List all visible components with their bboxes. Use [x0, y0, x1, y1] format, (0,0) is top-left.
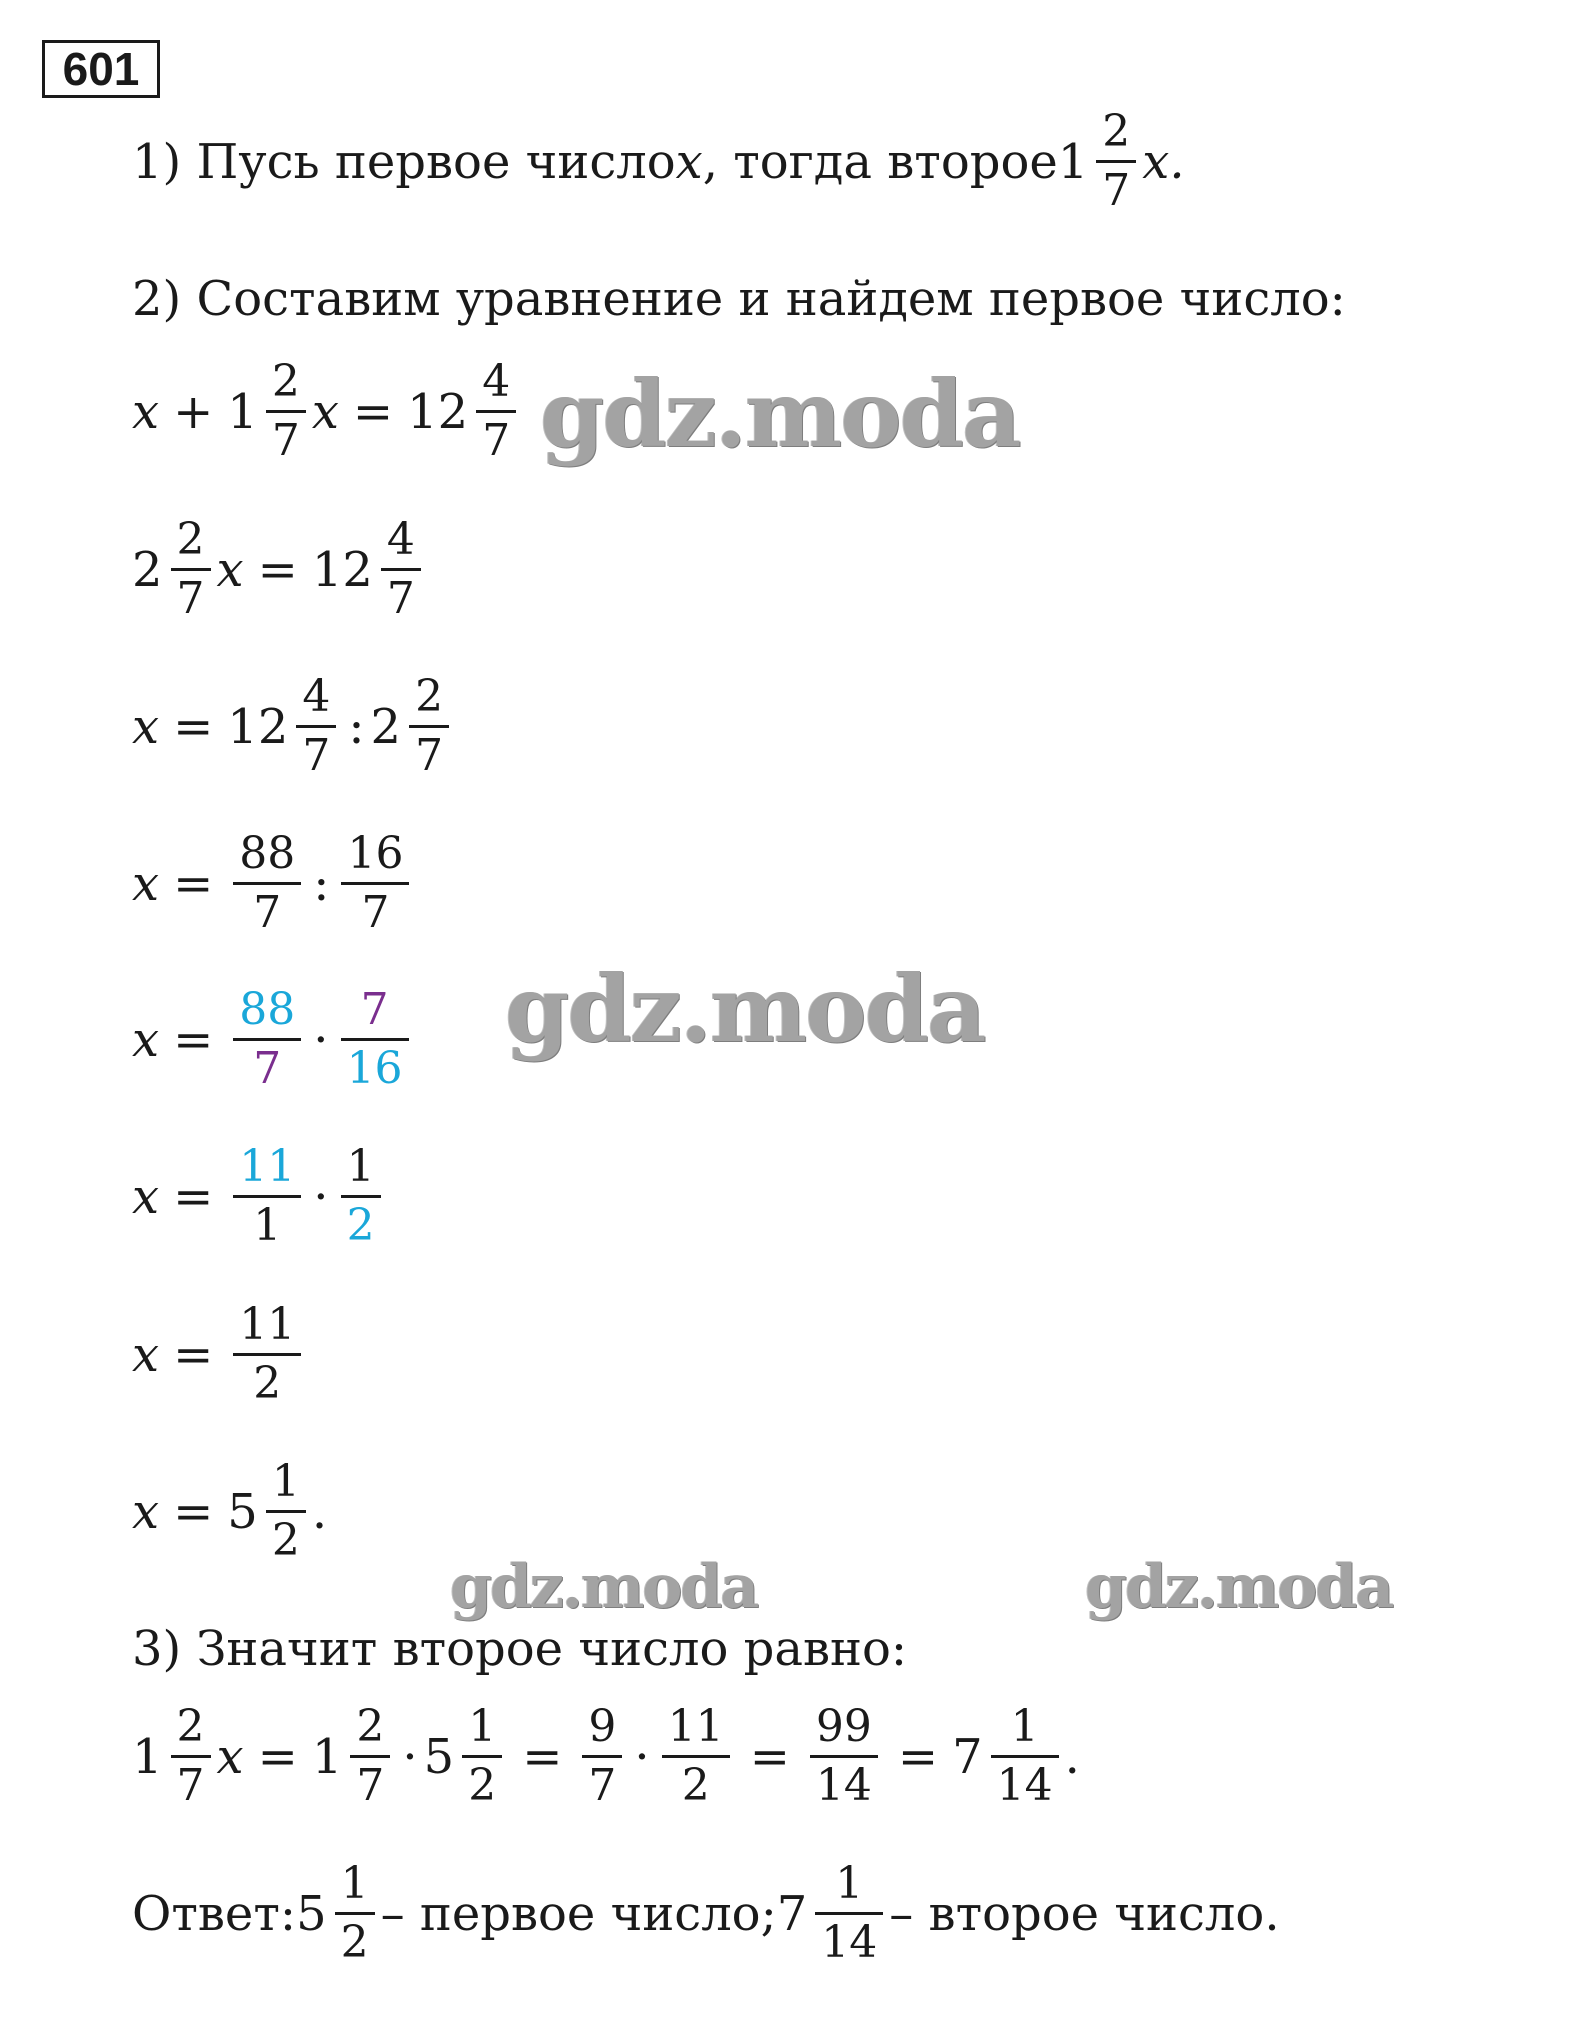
fraction-denominator: 2 — [271, 1515, 300, 1566]
fraction — [462, 1701, 502, 1811]
fraction — [335, 1858, 375, 1968]
variable: x — [216, 541, 244, 598]
math-token: – второе число. — [889, 1885, 1280, 1942]
math-token: 5 — [227, 1483, 258, 1540]
math-token: 5 — [423, 1728, 455, 1785]
fraction-numerator: 1 — [1010, 1701, 1039, 1752]
task-number-box — [42, 40, 160, 98]
operator: = — [173, 1168, 214, 1225]
fraction-numerator: 11 — [239, 1299, 296, 1350]
variable: x — [216, 1728, 244, 1785]
fraction-denominator: 16 — [346, 1043, 403, 1094]
fraction-denominator: 7 — [1102, 165, 1131, 216]
math-token: 12 — [227, 698, 289, 755]
math-token: 1 — [132, 1728, 163, 1785]
fraction — [350, 1701, 390, 1811]
fraction-numerator: 1 — [346, 1141, 375, 1192]
fraction-denominator: 7 — [356, 1760, 385, 1811]
fraction-denominator: 2 — [681, 1760, 710, 1811]
watermark-2: gdz.moda — [505, 955, 985, 1063]
fraction-numerator: 1 — [271, 1456, 300, 1507]
operator: = — [173, 698, 214, 755]
math-token: 2 — [370, 698, 402, 755]
fraction-denominator: 7 — [482, 415, 511, 466]
variable: x — [132, 383, 160, 440]
step1-text: 1) Пусь первое число — [132, 133, 676, 190]
variable: x — [132, 698, 160, 755]
fraction-denominator: 1 — [253, 1200, 282, 1251]
fraction-denominator: 7 — [253, 887, 282, 938]
operator: = — [352, 383, 394, 440]
operator: = — [173, 1483, 214, 1540]
equation-4 — [132, 828, 415, 938]
operator: + — [173, 383, 214, 440]
fraction-numerator: 2 — [415, 671, 444, 722]
variable: x — [132, 1168, 160, 1225]
fraction-numerator: 11 — [667, 1701, 724, 1752]
fraction — [171, 514, 211, 624]
step2-text: 2) Составим уравнение и найдем первое число: — [132, 271, 1346, 327]
operator: · — [402, 1728, 418, 1785]
fraction-denominator: 7 — [176, 573, 205, 624]
task-number: 601 — [62, 43, 140, 95]
fraction-numerator: 2 — [271, 356, 300, 407]
variable: x — [132, 1483, 160, 1540]
fraction — [582, 1701, 622, 1811]
equation-9 — [132, 1701, 1080, 1811]
math-token: 7 — [952, 1728, 983, 1785]
fraction-denominator: 7 — [176, 1760, 205, 1811]
answer-label: Ответ: — [132, 1885, 297, 1942]
fraction — [171, 1701, 211, 1811]
operator: = — [173, 1326, 214, 1383]
step3-line — [132, 1621, 908, 1677]
fraction-denominator: 2 — [253, 1358, 282, 1409]
fraction — [810, 1701, 878, 1811]
fraction-denominator: 7 — [588, 1760, 617, 1811]
step1-text2: , тогда второе — [702, 133, 1058, 190]
math-token: 12 — [407, 383, 469, 440]
fraction-numerator: 2 — [176, 1701, 205, 1752]
equation-5 — [132, 984, 415, 1094]
variable: x — [132, 1326, 160, 1383]
variable: x — [132, 855, 160, 912]
fraction-denominator: 7 — [302, 730, 331, 781]
operator: = — [749, 1728, 790, 1785]
step1-line — [132, 106, 1185, 216]
fraction — [233, 984, 301, 1094]
fraction-numerator: 1 — [835, 1858, 864, 1909]
fraction — [341, 984, 409, 1094]
fraction-numerator: 11 — [239, 1141, 296, 1192]
operator: · — [634, 1728, 650, 1785]
operator: = — [897, 1728, 939, 1785]
math-token: 5 — [296, 1885, 327, 1942]
step1-fraction — [1096, 106, 1136, 216]
fraction — [815, 1858, 883, 1968]
equation-8 — [132, 1456, 328, 1566]
fraction — [233, 1299, 301, 1409]
math-token: . — [1064, 1728, 1080, 1785]
fraction-numerator: 99 — [815, 1701, 872, 1752]
math-token: 2 — [132, 541, 163, 598]
operator: = — [257, 541, 298, 598]
operator: : — [313, 855, 330, 912]
fraction — [662, 1701, 730, 1811]
fraction-denominator: 7 — [415, 730, 444, 781]
step3-text: 3) Значит второе число равно: — [132, 1621, 908, 1677]
fraction-numerator: 7 — [360, 984, 389, 1035]
watermark-1: gdz.moda — [540, 360, 1020, 468]
fraction — [266, 356, 306, 466]
fraction-numerator: 1 — [468, 1701, 497, 1752]
fraction-numerator: 2 — [176, 514, 205, 565]
fraction-denominator: 7 — [386, 573, 415, 624]
equation-7 — [132, 1299, 307, 1409]
fraction-numerator: 2 — [1102, 106, 1131, 157]
fraction-numerator: 4 — [302, 671, 331, 722]
fraction-numerator: 4 — [482, 356, 511, 407]
watermark-3: gdz.moda — [450, 1552, 758, 1622]
fraction-denominator: 14 — [815, 1760, 872, 1811]
math-token: 1 — [227, 383, 258, 440]
math-token: 12 — [311, 541, 373, 598]
fraction — [476, 356, 516, 466]
fraction-denominator: 2 — [346, 1200, 375, 1251]
fraction-numerator: 1 — [340, 1858, 369, 1909]
fraction — [341, 828, 409, 938]
math-token: . — [311, 1483, 328, 1540]
operator: : — [348, 698, 365, 755]
fraction-numerator: 9 — [588, 1701, 617, 1752]
equation-2 — [132, 514, 427, 624]
step1-var: x — [675, 133, 703, 190]
variable: x — [311, 383, 339, 440]
fraction — [991, 1701, 1059, 1811]
fraction — [381, 514, 421, 624]
variable: x — [132, 1011, 160, 1068]
equation-3 — [132, 671, 455, 781]
step1-tail: x. — [1142, 133, 1185, 190]
fraction-denominator: 7 — [271, 415, 300, 466]
fraction-denominator: 14 — [996, 1760, 1053, 1811]
fraction-denominator: 7 — [361, 887, 390, 938]
math-token: – первое число; — [380, 1885, 777, 1942]
watermark-4: gdz.moda — [1085, 1552, 1393, 1622]
fraction — [233, 828, 301, 938]
math-token: 7 — [776, 1885, 808, 1942]
operator: = — [173, 855, 214, 912]
fraction — [296, 671, 336, 781]
equation-6 — [132, 1141, 387, 1251]
step2-line — [132, 271, 1346, 327]
fraction — [341, 1141, 381, 1251]
fraction-denominator: 7 — [253, 1043, 282, 1094]
fraction-numerator: 88 — [239, 828, 296, 879]
math-token: 1 — [311, 1728, 343, 1785]
fraction-numerator: 88 — [239, 984, 296, 1035]
operator: = — [522, 1728, 563, 1785]
fraction-numerator: 4 — [386, 514, 415, 565]
fraction — [233, 1141, 301, 1251]
fraction-denominator: 14 — [821, 1917, 878, 1968]
operator: = — [257, 1728, 298, 1785]
fraction-numerator: 2 — [356, 1701, 385, 1752]
answer-line — [132, 1858, 1280, 1968]
operator: = — [173, 1011, 214, 1068]
fraction — [266, 1456, 306, 1566]
fraction-denominator: 2 — [340, 1917, 369, 1968]
fraction-numerator: 16 — [347, 828, 404, 879]
operator: · — [313, 1011, 329, 1068]
fraction — [409, 671, 449, 781]
equation-1 — [132, 356, 522, 466]
operator: · — [313, 1168, 329, 1225]
step1-whole: 1 — [1057, 133, 1089, 190]
fraction-denominator: 2 — [468, 1760, 497, 1811]
